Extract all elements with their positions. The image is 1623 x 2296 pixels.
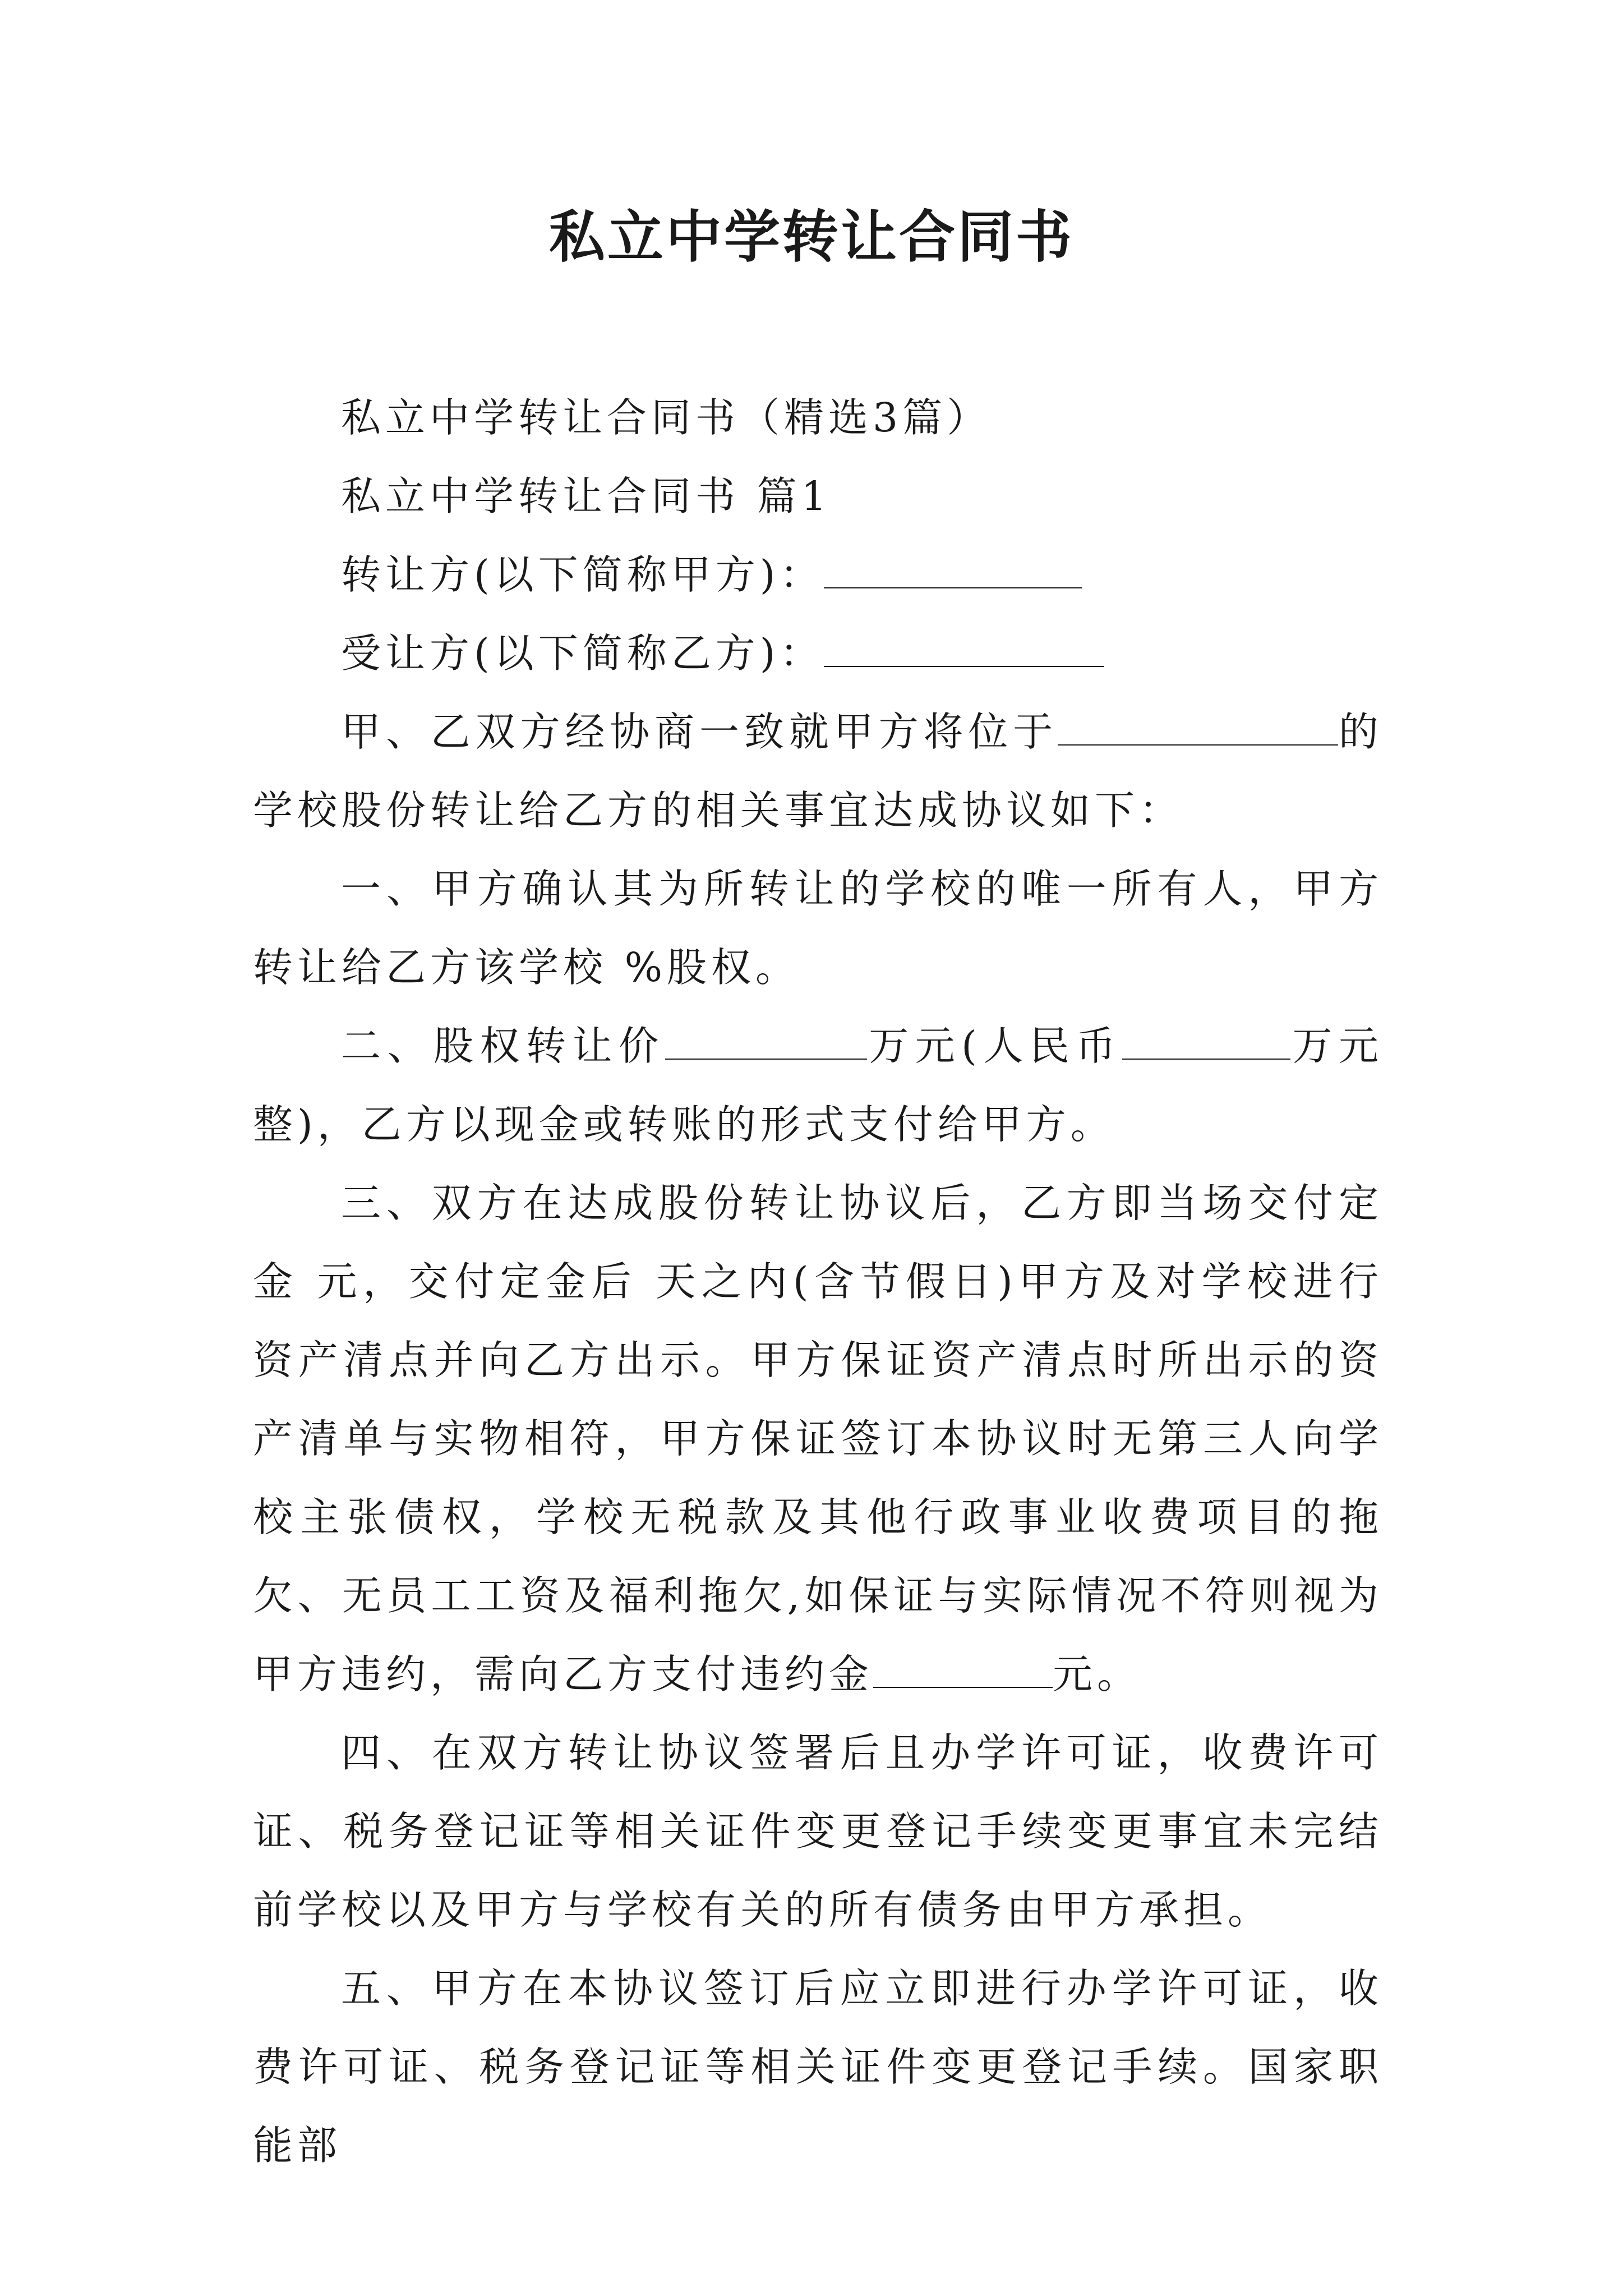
party-a-blank — [824, 548, 1082, 588]
document-subtitle: 私立中学转让合同书（精选3篇） — [341, 394, 992, 441]
party-b-blank — [824, 627, 1104, 667]
party-b-label: 受让方(以下简称乙方)： — [341, 630, 824, 677]
chapter-heading: 私立中学转让合同书 篇1 — [341, 473, 831, 519]
party-a-label: 转让方(以下简称甲方)： — [341, 551, 824, 598]
clause-1: 一、甲方确认其为所转让的学校的唯一所有人，甲方转让给乙方该学校 %股权。 — [253, 866, 1383, 991]
intro-paragraph: 甲、乙双方经协商一致就甲方将位于 的学校股份转让给乙方的相关事宜达成协议如下： — [253, 693, 1383, 850]
document-title: 私立中学转让合同书 — [549, 204, 1074, 270]
party-b-line — [253, 614, 1383, 693]
location-blank — [1058, 705, 1338, 746]
penalty-blank — [873, 1648, 1053, 1688]
clause-2: 二、股权转让价 万元(人民币 万元整)，乙方以现金或转账的形式支付给甲方。 — [253, 1007, 1383, 1164]
party-a-line — [253, 536, 1383, 614]
price-blank — [665, 1019, 867, 1060]
rmb-blank — [1122, 1019, 1290, 1060]
clause-4: 四、在双方转让协议签署后且办学许可证，收费许可证、税务登记证等相关证件变更登记手续变更事宜未完结前学校以及甲方与学校有关的所有债务由甲方承担。 — [253, 1729, 1383, 1933]
clause-5: 五、甲方在本协议签订后应立即进行办学许可证，收费许可证、税务登记证等相关证件变更登记手续。国家职能部 — [253, 1965, 1383, 2169]
document-body — [253, 379, 1383, 2185]
clause-3: 三、双方在达成股份转让协议后，乙方即当场交付定金 元，交付定金后 天之内(含节假日)甲方及对学校进行资产清点并向乙方出示。甲方保证资产清点时所出示的资产清单与实物相符，甲方保证签订本协议时无第三人向学校主张债权，学校无税款及其他行政事业收费项目的拖欠、无员工工资及福利拖欠,如保证与实际情况不符则视为甲方违约，需向乙方支付违约金 元。 — [253, 1180, 1383, 1697]
